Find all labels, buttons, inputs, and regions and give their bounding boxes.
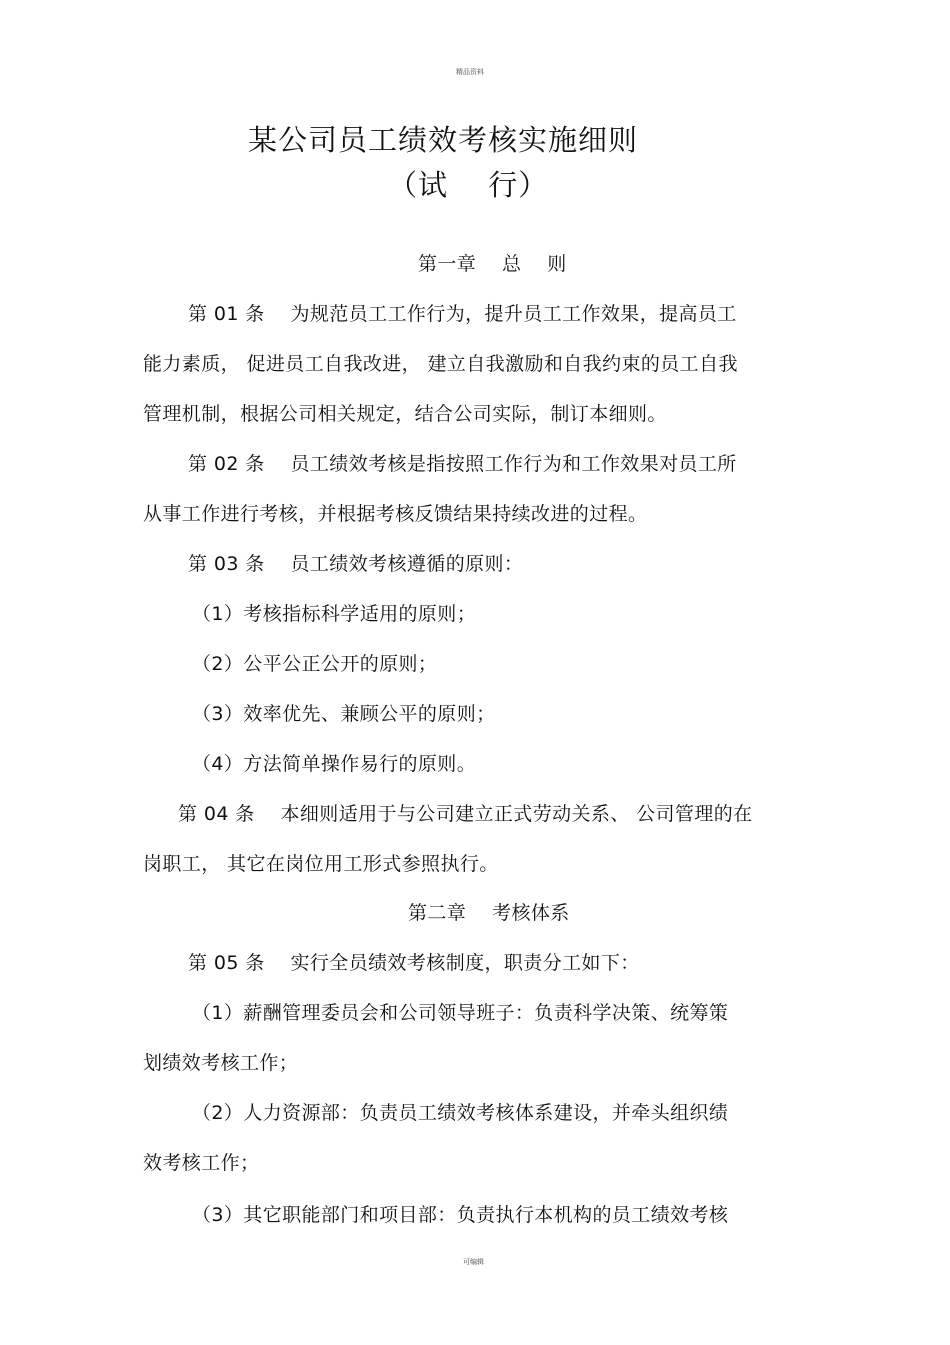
article-line: 管理机制，根据公司相关规定，结合公司实际，制订本细则。	[143, 403, 667, 425]
article-line: 岗职工， 其它在岗位用工形式参照执行。	[143, 853, 499, 875]
list-item: （1）薪酬管理委员会和公司领导班子：负责科学决策、统筹策	[192, 1002, 729, 1024]
page-header: 精品资料	[456, 68, 484, 76]
article-line: 第 02 条 员工绩效考核是指按照工作行为和工作效果对员工所	[188, 453, 737, 475]
list-item: （3）效率优先、兼顾公平的原则；	[192, 703, 496, 725]
article-line: 第 05 条 实行全员绩效考核制度，职责分工如下：	[188, 952, 640, 974]
article-line: 第 01 条 为规范员工工作行为，提升员工工作效果，提高员工	[188, 303, 737, 325]
article-line: 第 03 条 员工绩效考核遵循的原则：	[188, 553, 524, 575]
document-subtitle: （试 行）	[388, 168, 549, 202]
list-item: （4）方法简单操作易行的原则。	[192, 753, 477, 775]
chapter-heading: 第二章 考核体系	[408, 902, 570, 924]
article-line: 能力素质， 促进员工自我改进， 建立自我激励和自我约束的员工自我	[143, 353, 738, 375]
list-item: （1）考核指标科学适用的原则；	[192, 603, 477, 625]
article-line: 第 04 条 本细则适用于与公司建立正式劳动关系、 公司管理的在	[178, 803, 753, 825]
chapter-heading: 第一章 总 则	[418, 253, 567, 275]
list-item: （3）其它职能部门和项目部：负责执行本机构的员工绩效考核	[192, 1204, 729, 1226]
list-item-continuation: 划绩效考核工作；	[143, 1052, 299, 1074]
list-item: （2）人力资源部：负责员工绩效考核体系建设，并牵头组织绩	[192, 1102, 729, 1124]
list-item-continuation: 效考核工作；	[143, 1152, 260, 1174]
document-title: 某公司员工绩效考核实施细则	[248, 123, 639, 157]
page-footer: 可编辑	[463, 1258, 484, 1266]
article-line: 从事工作进行考核，并根据考核反馈结果持续改进的过程。	[143, 503, 648, 525]
list-item: （2）公平公正公开的原则；	[192, 653, 438, 675]
